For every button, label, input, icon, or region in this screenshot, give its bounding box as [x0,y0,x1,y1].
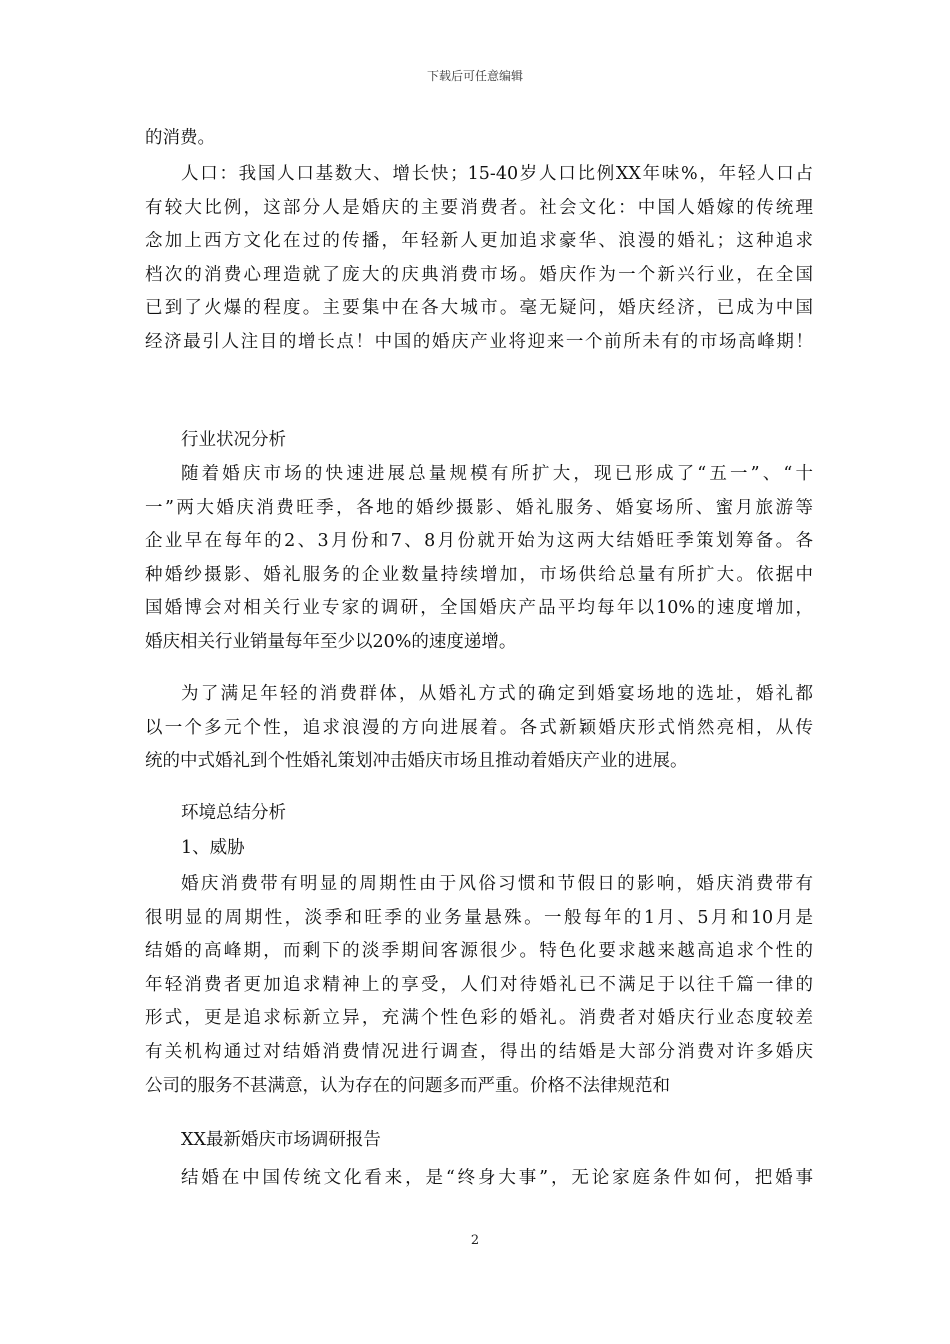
section-heading-industry [145,424,813,458]
text-line: 以一个多元个性，追求浪漫的方向进展着。各式新颖婚庆形式悄然亮相，从传 [145,717,813,738]
text-line: 国婚博会对相关行业专家的调研，全国婚庆产品平均每年以10%的速度增加， [145,598,813,619]
text-line: 经济最引人注目的增长点！中国的婚庆产业将迎来一个前所未有的市场高峰期！ [145,331,813,352]
report-title [145,1124,813,1158]
text-line: 结婚在中国传统文化看来，是“终身大事”，无论家庭条件如何，把婚事 [181,1168,813,1188]
subheading-threat [145,832,813,866]
text-line: 有关机构通过对结婚消费情况进行调查，得出的结婚是大部分消费对许多婚庆 [145,1041,813,1062]
text-line: 结婚的高峰期，而剩下的淡季期间客源很少。特色化要求越来越高追求个性的 [145,941,813,962]
page-header: 下载后可任意编辑 [426,69,523,83]
text-line: 公司的服务不甚满意，认为存在的问题多而严重。价格不法律规范和 [145,1075,670,1096]
section-heading-summary [145,797,813,831]
paragraph-industry [145,458,813,660]
paragraph-continuation [145,122,813,156]
heading-text: XX最新婚庆市场调研报告 [181,1130,381,1150]
heading-text: 环境总结分析 [181,803,286,823]
text-line: 婚庆相关行业销量每年至少以20%的速度递增。 [145,631,517,652]
paragraph-threats [145,868,813,1103]
paragraph-marriage [145,1162,813,1196]
heading-text: 1、威胁 [181,838,245,858]
paragraph-population [145,158,813,360]
text-line: 档次的消费心理造就了庞大的庆典消费市场。婚庆作为一个新兴行业，在全国 [145,264,813,285]
text-line: 统的中式婚礼到个性婚礼策划冲击婚庆市场且推动着婚庆产业的进展。 [145,751,688,772]
heading-text: 行业状况分析 [181,430,286,450]
text-line: 形式，更是追求标新立异，充满个性色彩的婚礼。消费者对婚庆行业态度较差 [145,1008,813,1029]
text-line: 年轻消费者更加追求精神上的享受，人们对待婚礼已不满足于以往千篇一律的 [145,974,813,995]
text-line: 念加上西方文化在过的传播，年轻新人更加追求豪华、浪漫的婚礼；这种追求 [145,231,813,252]
paragraph-consumers [145,678,813,779]
text-line: 很明显的周期性，淡季和旺季的业务量悬殊。一般每年的1月、5月和10月是 [145,907,813,928]
text-line: 企业早在每年的2、3月份和7、8月份就开始为这两大结婚旺季策划筹备。各 [145,531,813,552]
text-line: 的消费。 [145,128,215,148]
text-line: 人口：我国人口基数大、增长快；15-40岁人口比例XX年味%，年轻人口占 [181,164,813,184]
text-line: 为了满足年轻的消费群体，从婚礼方式的确定到婚宴场地的选址，婚礼都 [181,684,813,704]
text-line: 已到了火爆的程度。主要集中在各大城市。毫无疑问，婚庆经济，已成为中国 [145,298,813,319]
text-line: 婚庆消费带有明显的周期性由于风俗习惯和节假日的影响，婚庆消费带有 [181,874,813,894]
text-line: 一”两大婚庆消费旺季，各地的婚纱摄影、婚礼服务、婚宴场所、蜜月旅游等 [145,497,813,518]
page-number: 2 [470,1233,480,1248]
text-line: 随着婚庆市场的快速进展总量规模有所扩大，现已形成了“五一”、“十 [181,464,813,484]
text-line: 种婚纱摄影、婚礼服务的企业数量持续增加，市场供给总量有所扩大。依据中 [145,564,813,585]
text-line: 有较大比例，这部分人是婚庆的主要消费者。社会文化：中国人婚嫁的传统理 [145,197,813,218]
